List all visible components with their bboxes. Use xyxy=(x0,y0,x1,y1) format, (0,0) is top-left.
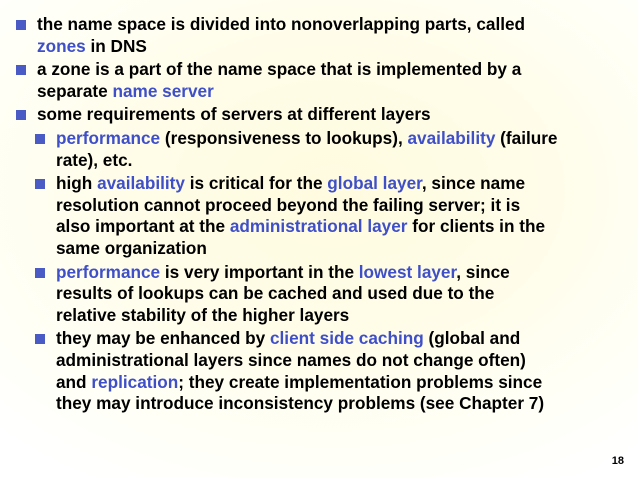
text-run: is critical for the xyxy=(184,173,328,194)
bullet-item xyxy=(13,59,625,102)
square-bullet-icon xyxy=(35,134,45,144)
highlighted-term: zones xyxy=(37,35,86,56)
bullet-list xyxy=(13,14,625,417)
square-bullet-icon xyxy=(35,268,45,278)
text-run: (failure xyxy=(495,127,558,148)
bullet-line xyxy=(56,216,625,238)
text-run: (responsiveness to lookups), xyxy=(160,127,408,148)
square-bullet-icon xyxy=(35,334,45,344)
square-bullet-icon xyxy=(35,179,45,189)
bullet-line xyxy=(56,262,625,284)
text-run: also important at the xyxy=(56,216,230,237)
text-run: results of lookups can be cached and used due to the xyxy=(56,283,495,304)
square-bullet-icon xyxy=(16,65,26,75)
bullet-line xyxy=(37,104,625,126)
text-run: administrational layers since names do not change often) xyxy=(56,349,526,370)
bullet-line xyxy=(56,128,625,150)
bullet-line xyxy=(37,59,625,81)
bullet-line xyxy=(56,350,625,372)
bullet-item xyxy=(13,104,625,126)
highlighted-term: availability xyxy=(97,173,185,194)
bullet-line xyxy=(56,195,625,217)
text-run: , since name xyxy=(421,173,526,194)
bullet-line xyxy=(56,150,625,172)
text-run: and xyxy=(56,371,92,392)
bullet-line xyxy=(56,173,625,195)
square-bullet-icon xyxy=(16,20,26,30)
text-run: relative stability of the higher layers xyxy=(56,304,350,325)
text-run: they may be enhanced by xyxy=(56,328,270,349)
highlighted-term: client side caching xyxy=(269,328,424,349)
bullet-item xyxy=(13,14,625,57)
highlighted-term: performance xyxy=(56,261,161,282)
text-run: high xyxy=(56,173,98,194)
bullet-line xyxy=(56,238,625,260)
highlighted-term: availability xyxy=(407,127,496,148)
square-bullet-icon xyxy=(16,110,26,120)
text-run: the name space is divided into nonoverlapping parts, called xyxy=(37,14,526,34)
text-run: (global and xyxy=(423,328,521,349)
text-run: is very important in the xyxy=(160,261,359,282)
highlighted-term: lowest layer xyxy=(358,261,457,282)
text-run: resolution cannot proceed beyond the failing server; it is xyxy=(56,194,521,215)
text-run: in DNS xyxy=(85,35,147,56)
sub-bullet-item xyxy=(32,262,625,327)
bullet-line xyxy=(56,305,625,327)
text-run: for clients in the xyxy=(407,216,546,237)
text-run: rate), etc. xyxy=(56,149,133,170)
text-run: ; they create implementation problems since xyxy=(178,371,543,392)
highlighted-term: global layer xyxy=(327,173,422,194)
text-run: , since xyxy=(456,261,510,282)
text-run: same organization xyxy=(56,237,207,258)
highlighted-term: replication xyxy=(91,371,179,392)
sub-bullet-item xyxy=(32,328,625,414)
bullet-line xyxy=(56,283,625,305)
highlighted-term: performance xyxy=(56,127,161,148)
text-run: a zone is a part of the name space that is implemented by a xyxy=(37,59,522,80)
bullet-line xyxy=(56,372,625,394)
sub-bullet-item xyxy=(32,173,625,259)
bullet-line xyxy=(56,328,625,350)
bullet-line xyxy=(37,81,625,103)
page-number: 18 xyxy=(611,455,624,467)
text-run: they may introduce inconsistency problems (see Chapter 7) xyxy=(56,393,545,414)
bullet-line xyxy=(56,393,625,415)
text-run: separate xyxy=(37,80,113,101)
bullet-line xyxy=(37,36,625,58)
sub-bullet-item xyxy=(32,128,625,171)
highlighted-term: name server xyxy=(112,80,214,101)
highlighted-term: administrational layer xyxy=(229,216,408,237)
text-run: some requirements of servers at different layers xyxy=(37,104,431,125)
bullet-line xyxy=(37,14,625,36)
